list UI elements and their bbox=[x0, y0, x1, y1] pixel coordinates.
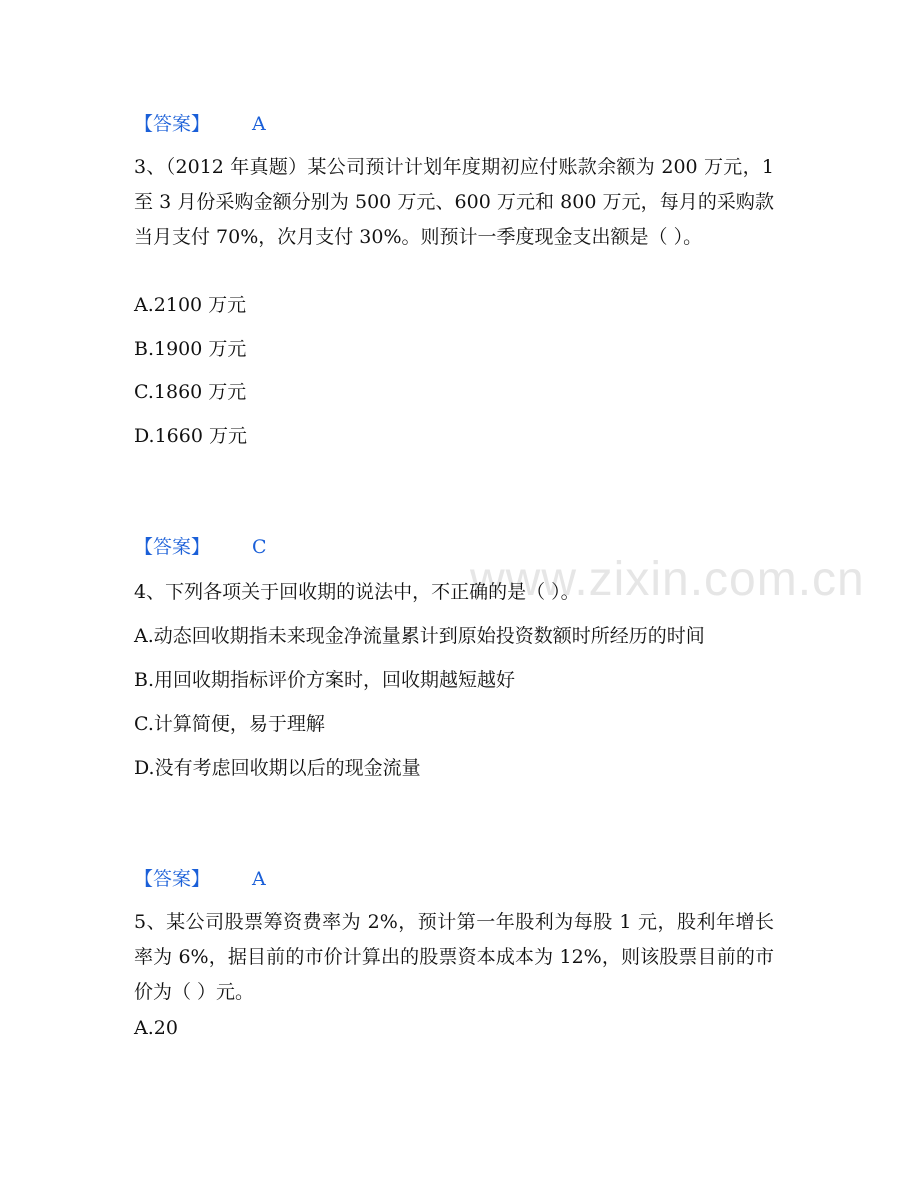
question-4-option-b: B.用回收期指标评价方案时，回收期越短越好 bbox=[134, 669, 516, 691]
question-4-text: 4、下列各项关于回收期的说法中，不正确的是（ ）。 bbox=[134, 581, 580, 603]
answer-line-4 bbox=[134, 867, 266, 891]
answer-label: 【答案】 bbox=[134, 536, 211, 558]
answer-value: C bbox=[252, 536, 267, 558]
answer-line-1 bbox=[134, 112, 266, 136]
answer-label: 【答案】 bbox=[134, 113, 211, 135]
watermark: www.zixin.com.cn bbox=[470, 553, 865, 606]
question-3-option-b: B.1900 万元 bbox=[134, 338, 247, 360]
question-4-option-c: C.计算简便，易于理解 bbox=[134, 713, 325, 735]
question-4-option-a: A.动态回收期指未来现金净流量累计到原始投资数额时所经历的时间 bbox=[134, 625, 705, 647]
answer-label: 【答案】 bbox=[134, 868, 211, 890]
question-4-option-d: D.没有考虑回收期以后的现金流量 bbox=[134, 757, 421, 779]
question-5-text: 5、某公司股票筹资费率为 2%，预计第一年股利为每股 1 元，股利年增长率为 6%，据目前的市价计算出的股票资本成本为 12%，则该股票目前的市价为（ ）元。 bbox=[134, 911, 774, 1003]
question-3-option-c: C.1860 万元 bbox=[134, 381, 247, 403]
question-3-option-d: D.1660 万元 bbox=[134, 425, 247, 447]
answer-value: A bbox=[252, 868, 266, 890]
question-5-option-a: A.20 bbox=[134, 1017, 178, 1039]
question-3-text: 3、（2012 年真题）某公司预计计划年度期初应付账款余额为 200 万元，1 至 3 月份采购金额分别为 500 万元、600 万元和 800 万元，每月的采购款当月支付 70%，次月支付 30%。则预计一季度现金支出额是（ ）。 bbox=[134, 156, 774, 248]
answer-value: A bbox=[252, 113, 266, 135]
question-3-option-a: A.2100 万元 bbox=[134, 294, 247, 316]
answer-line-3 bbox=[134, 535, 267, 559]
